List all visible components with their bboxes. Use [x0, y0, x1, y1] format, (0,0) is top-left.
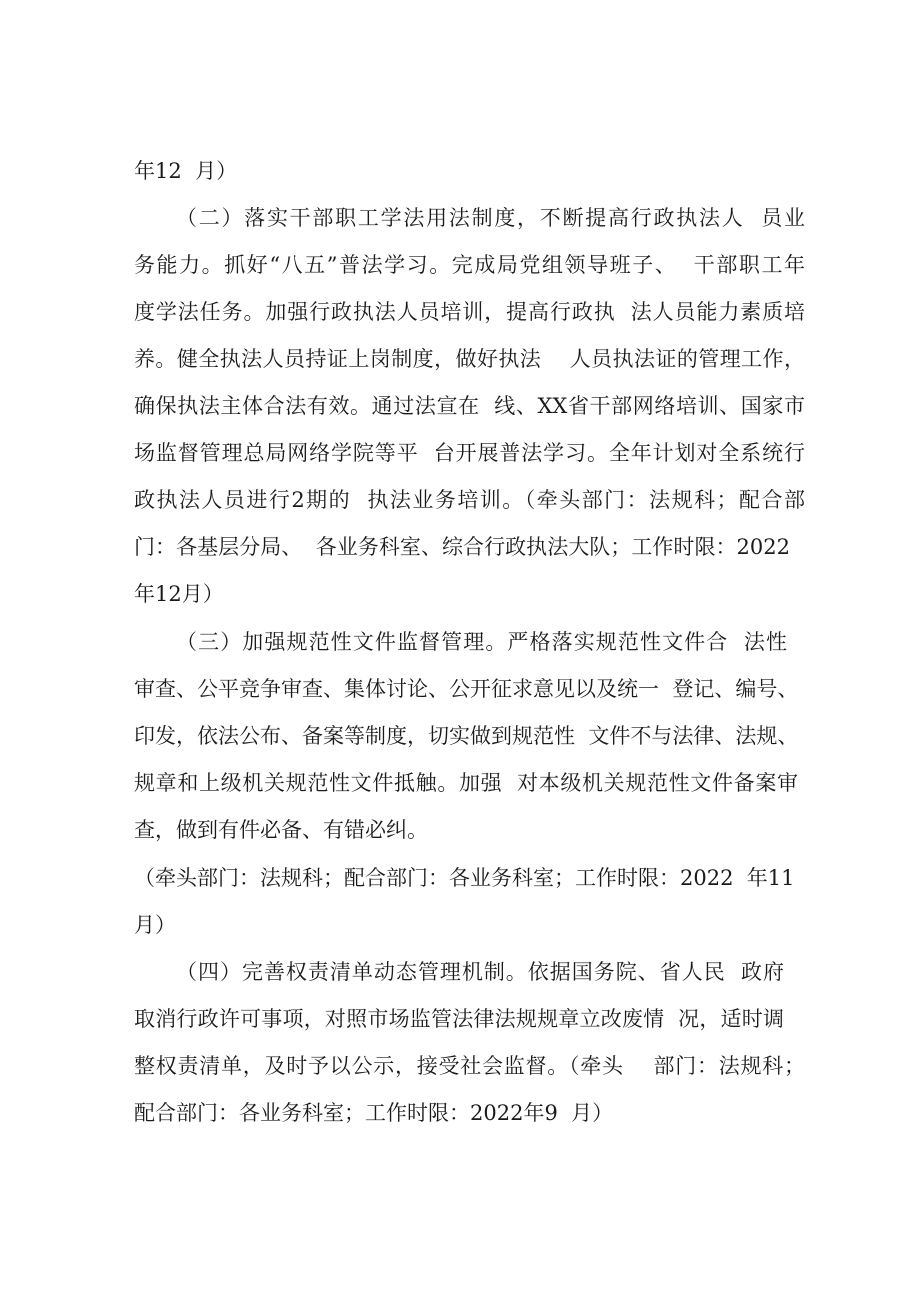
paragraph-3-line-6: （牵头部门：法规科；配合部门：各业务科室；工作时限：2022 年11: [134, 866, 795, 890]
paragraph-2-line-4: 养。健全执法人员持证上岗制度，做好执法 人员执法证的管理工作，: [134, 347, 805, 371]
paragraph-2-line-2: 务能力。抓好“八五”普法学习。完成局党组领导班子、 干部职工年: [134, 253, 805, 277]
paragraph-3-line-7: 月）: [134, 913, 176, 937]
paragraph-2-line-5: 确保执法主体合法有效。通过法宣在 线、XX省干部网络培训、国家市: [134, 394, 805, 418]
paragraph-2-line-3: 度学法任务。加强行政执法人员培训，提高行政执 法人员能力素质培: [134, 300, 805, 324]
paragraph-3-line-4: 规章和上级机关规范性文件抵触。加强 对本级机关规范性文件备案审: [134, 771, 798, 795]
paragraph-3-line-1: （三）加强规范性文件监督管理。严格落实规范性文件合 法性: [176, 630, 787, 654]
paragraph-3-line-3: 印发，依法公布、备案等制度，切实做到规范性 文件不与法律、法规、: [134, 724, 799, 748]
paragraph-2-line-7: 政执法人员进行2期的 执法业务培训。（牵头部门：法规科；配合部: [134, 488, 805, 512]
paragraph-4-line-3: 整权责清单，及时予以公示，接受社会监督。（牵头 部门：法规科；: [134, 1054, 805, 1078]
paragraph-4-line-4: 配合部门：各业务科室；工作时限：2022年9 月）: [134, 1101, 614, 1125]
text-line-1: 年12 月）: [134, 159, 238, 183]
paragraph-4-line-2: 取消行政许可事项，对照市场监管法律法规规章立改废情 况，适时调: [134, 1007, 784, 1031]
paragraph-2-line-9: 年12月）: [134, 582, 224, 606]
paragraph-2-line-8: 门：各基层分局、 各业务科室、综合行政执法大队；工作时限：2022: [134, 535, 790, 559]
paragraph-2-line-1: （二）落实干部职工学法用法制度，不断提高行政执法人 员业: [176, 206, 805, 230]
paragraph-3-line-2: 审查、公平竞争审查、集体讨论、公开征求意见以及统一 登记、编号、: [134, 677, 799, 701]
paragraph-2-line-6: 场监督管理总局网络学院等平 台开展普法学习。全年计划对全系统行: [134, 441, 805, 465]
paragraph-4-line-1: （四）完善权责清单动态管理机制。依据国务院、省人民 政府: [176, 960, 784, 984]
paragraph-3-line-5: 查，做到有件必备、有错必纠。: [134, 818, 428, 842]
